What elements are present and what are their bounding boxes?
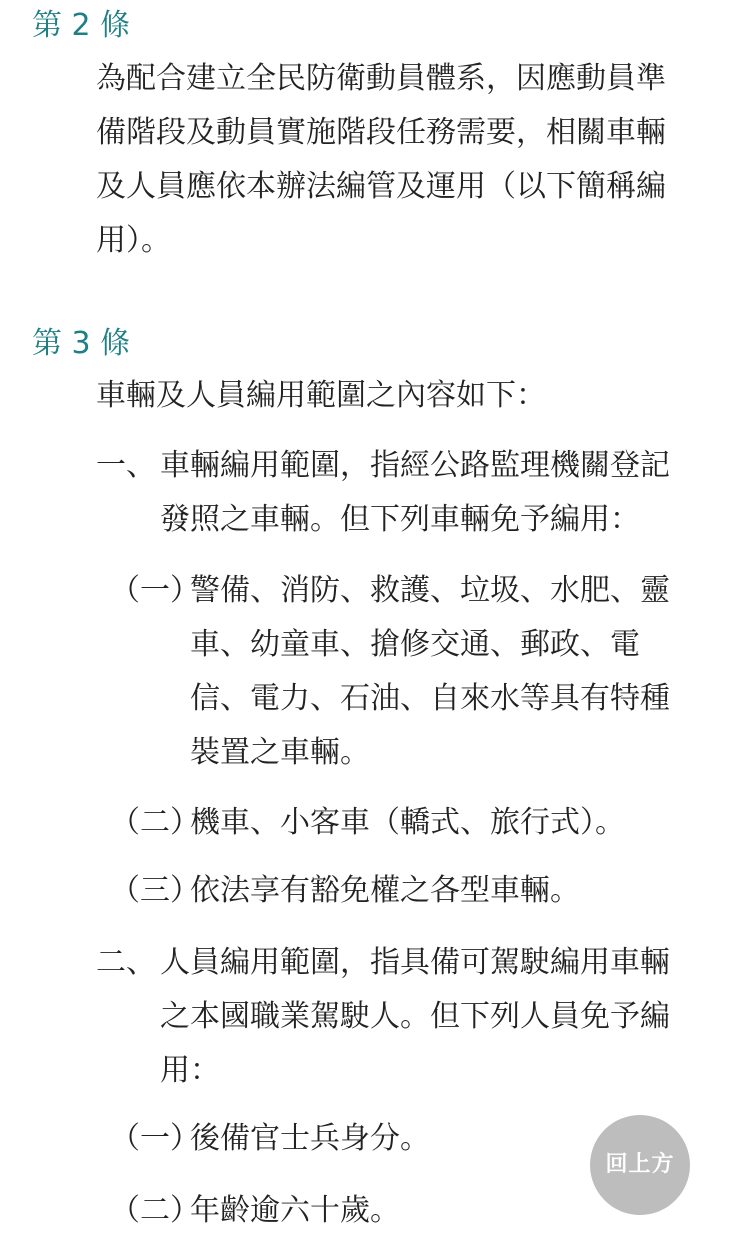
text-line: 後備官士兵身分。 xyxy=(190,1121,430,1156)
text-line: 備階段及動員實施階段任務需要，相關車輛 xyxy=(96,115,666,150)
text-line: 機車、小客車（轎式、旅行式）。 xyxy=(190,805,625,840)
article-2-text xyxy=(96,52,666,268)
text-line: 裝置之車輛。 xyxy=(190,735,370,770)
section-2-item-2 xyxy=(110,1184,580,1238)
section-1-marker: 一、 xyxy=(96,448,156,483)
section-2 xyxy=(96,936,716,1098)
text-line: 用）。 xyxy=(96,223,171,258)
article-2-title: 第 2 條 xyxy=(32,8,131,43)
text-line: 發照之車輛。但下列車輛免予編用： xyxy=(160,502,640,537)
item-marker: （二） xyxy=(110,1193,200,1228)
text-line: 及人員應依本辦法編管及運用（以下簡稱編 xyxy=(96,169,666,204)
section-2-marker: 二、 xyxy=(96,945,156,980)
item-marker: （一） xyxy=(110,573,200,608)
back-to-top-button[interactable]: 回上方 xyxy=(590,1115,690,1215)
section-1-item-3 xyxy=(110,864,720,918)
text-line: 車、幼童車、搶修交通、郵政、電 xyxy=(190,627,640,662)
item-marker: （二） xyxy=(110,805,200,840)
item-marker: （一） xyxy=(110,1121,200,1156)
text-line: 用： xyxy=(160,1053,220,1088)
section-1-item-2 xyxy=(110,796,720,850)
text-line: 年齡逾六十歲。 xyxy=(190,1193,400,1228)
text-line: 依法享有豁免權之各型車輛。 xyxy=(190,873,580,908)
section-1 xyxy=(96,439,716,547)
article-3-intro xyxy=(96,369,546,423)
text-line: 警備、消防、救護、垃圾、水肥、靈 xyxy=(190,573,670,608)
text-line: 車輛及人員編用範圍之內容如下： xyxy=(96,378,546,413)
section-1-item-1 xyxy=(110,564,720,780)
text-line: 信、電力、石油、自來水等具有特種 xyxy=(190,681,670,716)
item-marker: （三） xyxy=(110,873,200,908)
article-3-title: 第 3 條 xyxy=(32,326,131,361)
text-line: 車輛編用範圍，指經公路監理機關登記 xyxy=(160,448,670,483)
section-2-item-1 xyxy=(110,1112,580,1166)
text-line: 之本國職業駕駛人。但下列人員免予編 xyxy=(160,999,670,1034)
text-line: 為配合建立全民防衛動員體系，因應動員準 xyxy=(96,61,666,96)
text-line: 人員編用範圍，指具備可駕駛編用車輛 xyxy=(160,945,670,980)
